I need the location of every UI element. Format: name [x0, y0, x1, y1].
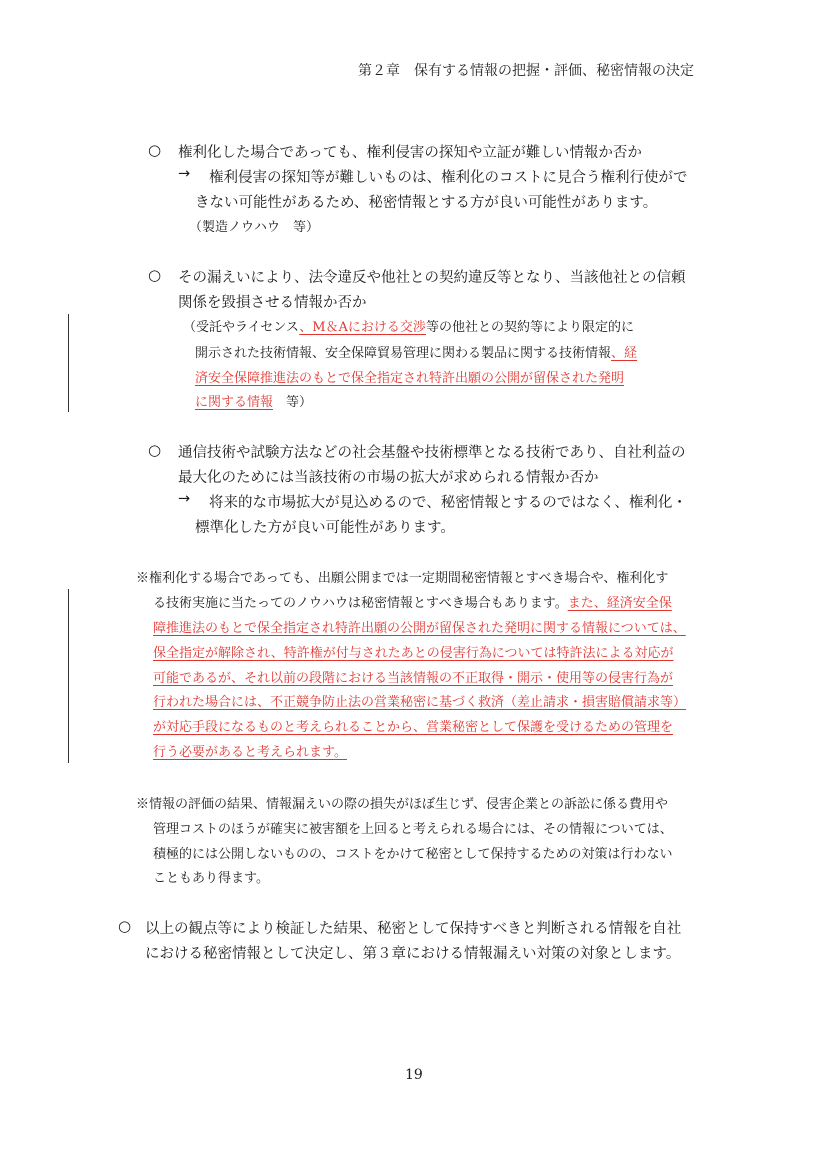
example-text: 開示された技術情報、安全保障貿易管理に関わる製品に関する技術情報、経 [195, 346, 638, 361]
page-number: 19 [405, 1067, 423, 1083]
note-text: 管理コストのほうが確実に被害額を上回ると考えられる場合には、その情報については、 [153, 822, 673, 837]
bullet-icon: ○ [148, 441, 162, 459]
section-heading: 関係を毀損させる情報か否か [178, 295, 367, 311]
example-text: 済安全保障推進法のもとで保全指定され特許出願の公開が留保された発明 [195, 371, 625, 386]
revision-bar [68, 314, 69, 412]
body-text: きない可能性があるため、秘密情報とする方が良い可能性があります。 [195, 195, 658, 211]
note-text: 行われた場合には、不正競争防止法の営業秘密に基づく救済（差止請求・損害賠償請求等） [153, 695, 687, 710]
note-text: こともあり得ます。 [153, 871, 269, 886]
note-text: 保全指定が解除され、特許権が付与されたあとの侵害行為については特許法による対応が [153, 646, 674, 661]
section-heading: 最大化のためには当該技術の市場の拡大が求められる情報か否か [178, 470, 599, 486]
note-text: が対応手段になるものと考えられることから、営業秘密として保護を受けるための管理を [153, 720, 674, 735]
note-text: 積極的には公開しないものの、コストをかけて秘密として保持するための対策は行わない [153, 847, 673, 862]
note-text: 障推進法のもとで保全指定され特許出願の公開が留保された発明に関する情報については、 [153, 621, 686, 636]
body-text: 将来的な市場拡大が見込めるので、秘密情報とするのではなく、権利化・ [209, 495, 687, 511]
page-header: 第２章 保有する情報の把握・評価、秘密情報の決定 [358, 63, 694, 79]
body-text: 権利侵害の探知等が難しいものは、権利化のコストに見合う権利行使がで [209, 170, 688, 186]
note-text: ※情報の評価の結果、情報漏えいの際の損失がほぼ生じず、侵害企業との訴訟に係る費用や [136, 797, 668, 812]
conclusion-text: 以上の観点等により検証した結果、秘密として保持すべきと判断される情報を自社 [145, 921, 682, 937]
example-text: （受託やライセンス、M＆Aにおける交渉等の他社との契約等により限定的に [183, 320, 634, 335]
example-text: に関する情報 等） [195, 395, 313, 410]
conclusion-text: における秘密情報として決定し、第３章における情報漏えい対策の対象とします。 [145, 946, 681, 962]
body-text: 標準化した方が良い可能性があります。 [195, 520, 455, 536]
arrow-icon: → [178, 491, 191, 507]
arrow-icon: → [178, 166, 191, 182]
section-heading: 権利化した場合であっても、権利侵害の探知や立証が難しい情報か否か [178, 145, 642, 161]
example-text: （製造ノウハウ 等） [189, 220, 320, 235]
bullet-icon: ○ [148, 141, 162, 159]
note-text: 可能であるが、それ以前の段階における当該情報の不正取得・開示・使用等の侵害行為が [153, 671, 674, 686]
note-text: ※権利化する場合であっても、出願公開までは一定期間秘密情報とすべき場合や、権利化す [136, 571, 669, 586]
section-heading: その漏えいにより、法令違反や他社との契約違反等となり、当該他社との信頼 [178, 270, 686, 286]
bullet-icon: ○ [118, 917, 132, 935]
bullet-icon: ○ [148, 266, 162, 284]
section-heading: 通信技術や試験方法などの社会基盤や技術標準となる技術であり、自社利益の [178, 445, 686, 461]
note-text: る技術実施に当たってのノウハウは秘密情報とすべき場合もあります。また、経済安全保 [153, 596, 672, 611]
note-text: 行う必要があると考えられます。 [153, 745, 347, 760]
revision-bar [68, 589, 69, 763]
